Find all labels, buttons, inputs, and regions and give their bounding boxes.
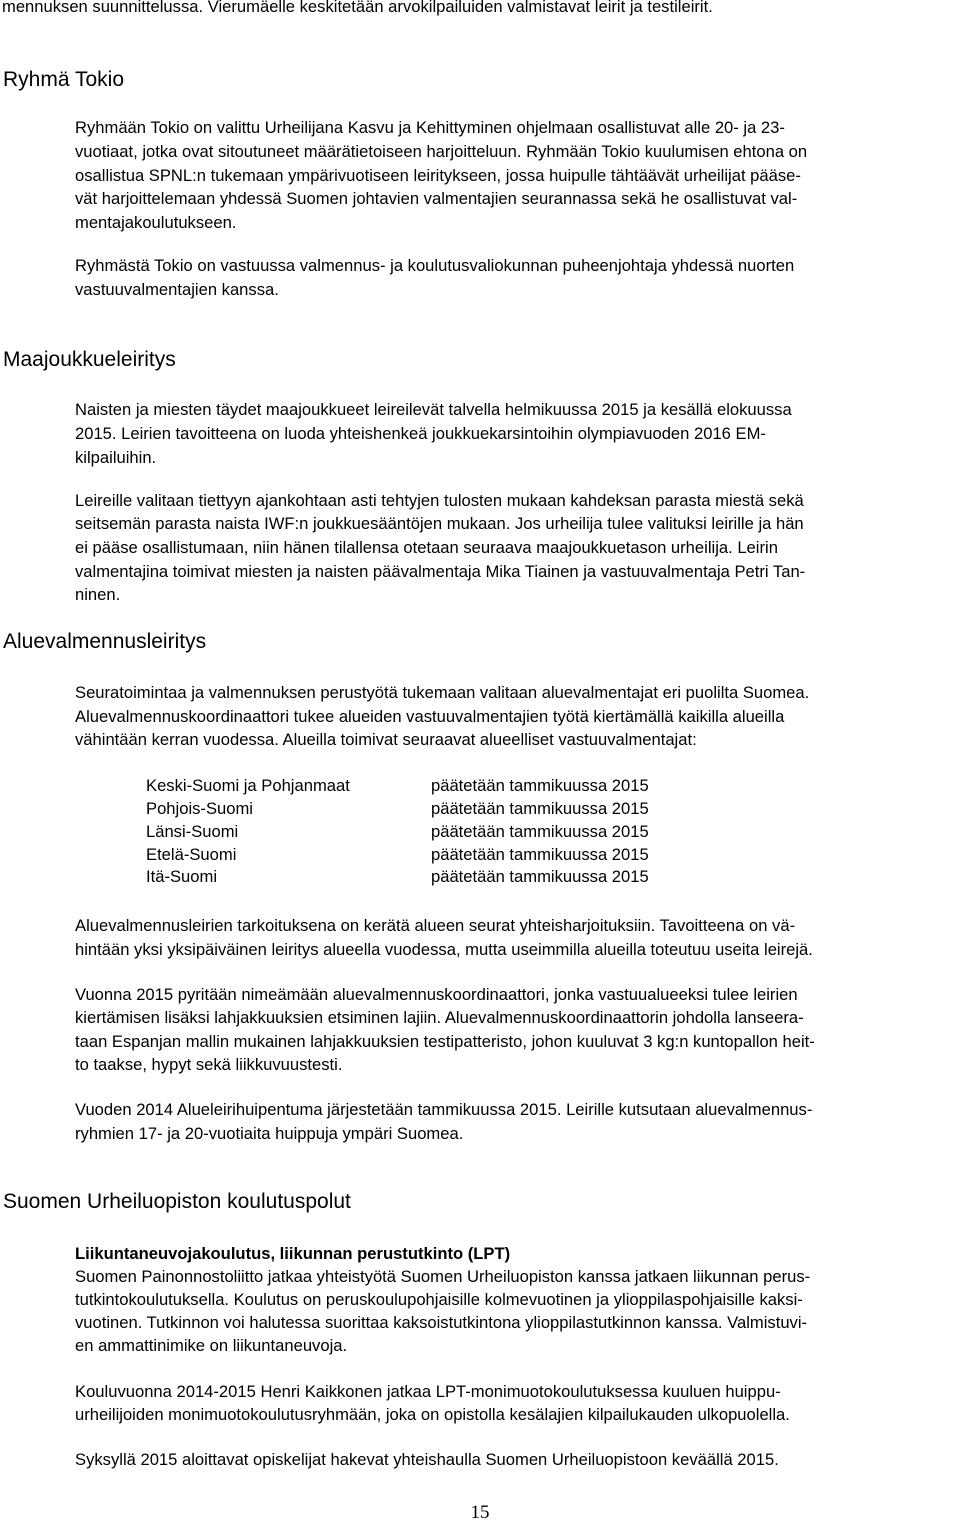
region-name: Keski-Suomi ja Pohjanmaat [146,776,350,795]
maajoukkue-p2-line: Leireille valitaan tiettyyn ajankohtaan asti tehtyjen tulosten mukaan kahdeksan parasta miestä sekä [75,491,804,510]
section-heading-alue: Aluevalmennusleiritys [3,630,207,653]
maajoukkue-p2-line: valmentajina toimivat miesten ja naisten päävalmentaja Mika Tiainen ja vastuuvalmentaja Petri Tan- [75,562,806,581]
region-status: päätetään tammikuussa 2015 [431,867,649,886]
section-heading-tokio: Ryhmä Tokio [3,68,124,91]
maajoukkue-p1-line: Naisten ja miesten täydet maajoukkueet leireilevät talvella helmikuussa 2015 ja kesällä elokuussa [75,400,792,419]
intro-tail-line: mennuksen suunnittelussa. Vierumäelle keskitetään arvokilpailuiden valmistavat leirit ja testileirit. [2,0,713,16]
region-name: Länsi-Suomi [146,822,239,841]
region-name: Etelä-Suomi [146,845,237,864]
alue-p2-line: Aluevalmennusleirien tarkoituksena on kerätä alueen seurat yhteisharjoituksiin. Tavoitteena on vä- [75,916,796,935]
tokio-p2-line: vastuuvalmentajien kanssa. [75,280,279,299]
alue-p2-line: hintään yksi yksipäiväinen leiritys alueella vuodessa, mutta useimmilla alueilla toteutuu useita leirejä. [75,940,813,959]
urheiluopisto-p1-line: tutkintokoulutuksella. Koulutus on peruskoulupohjaisille kolmevuotinen ja ylioppilaspohjaisille kaksi- [75,1290,803,1309]
alue-p4-line: Vuoden 2014 Alueleirihuipentuma järjestetään tammikuussa 2015. Leirille kutsutaan aluevalmennus- [75,1100,813,1119]
alue-p1-line: Aluevalmennuskoordinaattori tukee alueiden vastuuvalmentajien työtä kiertämällä kaikilla alueilla [75,707,785,726]
alue-p1-line: vähintään kerran vuodessa. Alueilla toimivat seuraavat alueelliset vastuuvalmentajat: [75,730,697,749]
region-status: päätetään tammikuussa 2015 [431,776,649,795]
alue-p3-line: to taakse, hypyt sekä liikkuvuustesti. [75,1055,343,1074]
alue-p4-line: ryhmien 17- ja 20-vuotiaita huippuja ympäri Suomea. [75,1124,464,1143]
maajoukkue-p2-line: seitsemän parasta naista IWF:n joukkuesääntöjen mukaan. Jos urheilija tulee valituksi leirille ja hän [75,514,804,533]
section-heading-maajoukkue: Maajoukkueleiritys [3,348,176,371]
urheiluopisto-subheading: Liikuntaneuvojakoulutus, liikunnan perustutkinto (LPT) [75,1244,511,1263]
alue-p3-line: kiertämisen lisäksi lahjakkuuksien etsiminen lajiin. Aluevalmennuskoordinaattorin johdolla lanseera- [75,1008,804,1027]
urheiluopisto-p1-line: Suomen Painonnostoliitto jatkaa yhteistyötä Suomen Urheiluopiston kanssa jatkaen liikunnan perus- [75,1267,811,1286]
maajoukkue-p2-line: ninen. [75,585,121,604]
page-number: 15 [470,1502,490,1523]
tokio-p2-line: Ryhmästä Tokio on vastuussa valmennus- ja koulutusvaliokunnan puheenjohtaja yhdessä nuorten [75,256,795,275]
tokio-p1-line: Ryhmään Tokio on valittu Urheilijana Kasvu ja Kehittyminen ohjelmaan osallistuvat alle 20- ja 23- [75,118,785,137]
urheiluopisto-p3-line: Syksyllä 2015 aloittavat opiskelijat hakevat yhteishaulla Suomen Urheiluopistoon keväällä 2015. [75,1450,779,1469]
section-heading-urheiluopisto: Suomen Urheiluopiston koulutuspolut [3,1190,351,1213]
maajoukkue-p1-line: 2015. Leirien tavoitteena on luoda yhteishenkeä joukkuekarsintoihin olympiavuoden 2016 EM- [75,424,766,443]
alue-p3-line: taan Espanjan mallin mukainen lahjakkuuksien testipatteristo, johon kuuluvat 3 kg:n kuntopallon heit- [75,1032,815,1051]
urheiluopisto-p2-line: Kouluvuonna 2014-2015 Henri Kaikkonen jatkaa LPT-monimuotokoulutuksessa kuuluen huippu- [75,1382,781,1401]
tokio-p1-line: vuotiaat, jotka ovat sitoutuneet määrätietoiseen harjoitteluun. Ryhmään Tokio kuulumisen ehtona on [75,142,808,161]
maajoukkue-p1-line: kilpailuihin. [75,448,157,467]
urheiluopisto-p2-line: urheilijoiden monimuotokoulutusryhmään, joka on opistolla kesälajien kilpailukauden ulkopuolella. [75,1405,790,1424]
region-name: Itä-Suomi [146,867,218,886]
region-name: Pohjois-Suomi [146,799,253,818]
tokio-p1-line: mentajakoulutukseen. [75,213,237,232]
tokio-p1-line: osallistua SPNL:n tukemaan ympärivuotiseen leiritykseen, jossa huipulle tähtäävät urheilijat pääse- [75,166,801,185]
urheiluopisto-p1-line: en ammattinimike on liikuntaneuvoja. [75,1336,348,1355]
alue-p3-line: Vuonna 2015 pyritään nimeämään aluevalmennuskoordinaattori, jonka vastuualueeksi tulee leirien [75,985,798,1004]
region-status: päätetään tammikuussa 2015 [431,799,649,818]
maajoukkue-p2-line: ei pääse osallistumaan, niin hänen tilallensa otetaan seuraava maajoukkuetason urheilija. Leirin [75,538,778,557]
tokio-p1-line: vät harjoittelemaan yhdessä Suomen johtavien valmentajien seurannassa sekä he osallistuvat val- [75,189,798,208]
region-status: päätetään tammikuussa 2015 [431,822,649,841]
alue-p1-line: Seuratoimintaa ja valmennuksen perustyötä tukemaan valitaan aluevalmentajat eri puolilta Suomea. [75,683,810,702]
urheiluopisto-p1-line: vuotinen. Tutkinnon voi halutessa suorittaa kaksoistutkintona ylioppilastutkinnon kanssa. Valmistuvi- [75,1313,808,1332]
region-status: päätetään tammikuussa 2015 [431,845,649,864]
